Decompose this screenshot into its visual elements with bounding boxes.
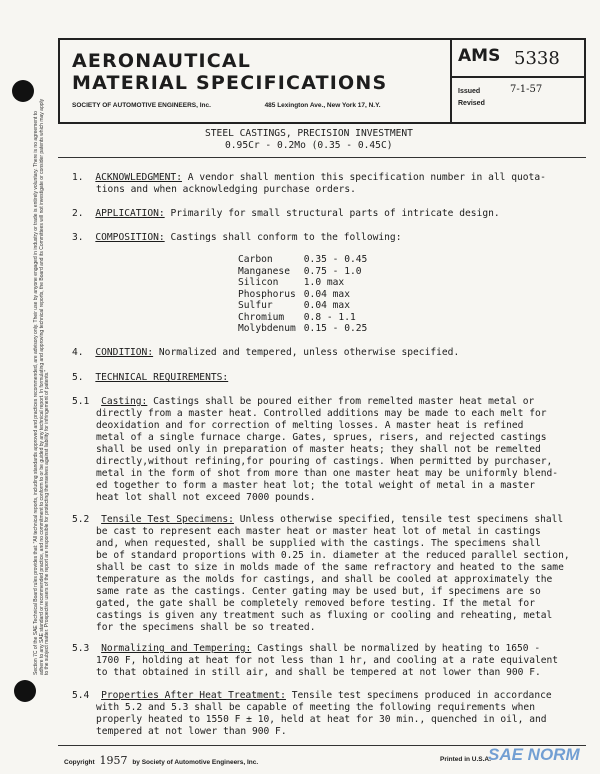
section-5-4-line: tempered at not lower than 900 F. — [96, 726, 287, 737]
section-5-2-line: Unless otherwise specified, tensile test specimens shall — [239, 514, 564, 525]
section-5-4-head: Properties After Heat Treatment: — [101, 690, 286, 701]
composition-range: 1.0 max — [303, 277, 345, 288]
section-1-line1: A vendor shall mention this specification number in all quota- — [187, 172, 546, 183]
society-line — [72, 102, 381, 109]
section-5-1-line: Castings shall be poured either from remelted master heat metal or — [153, 396, 535, 407]
section-5 — [72, 372, 228, 384]
section-5-4-line: Tensile test specimens produced in accordance — [291, 690, 552, 701]
section-5-2-line: be of standard proportions with 0.25 in. diameter at the reduced parallel section, — [96, 550, 570, 561]
section-5-1 — [72, 396, 534, 408]
composition-element: Silicon — [238, 277, 279, 288]
table-row — [238, 300, 375, 312]
section-5-1-line: heat lot shall not exceed 7000 pounds. — [96, 492, 316, 503]
section-5-2-num: 5.2 — [72, 514, 90, 525]
section-5-2-line: same rate as the castings. Center gating may be used but, if specimens are so — [96, 586, 541, 597]
header-title-area — [60, 40, 452, 122]
header-block — [58, 38, 586, 124]
composition-element: Phosphorus — [238, 288, 296, 300]
section-5-3-line: 1700 F, holding at heat for not less than 1 hr, and cooling at a rate equivalent — [96, 655, 559, 666]
table-row — [238, 312, 375, 324]
section-5-1-line: deoxidation and for correction of melting losses. A master heat is refined — [96, 420, 524, 431]
table-row — [238, 254, 375, 266]
title-separator — [58, 157, 586, 158]
doc-title-line2: 0.95Cr - 0.2Mo (0.35 - 0.45C) — [225, 140, 393, 151]
composition-range: 0.35 - 0.45 — [303, 254, 368, 265]
issued-label: Issued — [458, 88, 481, 95]
section-2-num: 2. — [72, 208, 84, 219]
section-5-3-line: to that obtained in still air, and shall be tempered at not lower than 900 F. — [96, 667, 541, 678]
ams-divider — [452, 76, 584, 78]
society-address: 485 Lexington Ave., New York 17, N.Y. — [264, 102, 381, 109]
section-5-2-line: and, when requested, shall be supplied with the castings. The specimens shall — [96, 538, 541, 549]
section-5-4-num: 5.4 — [72, 690, 90, 701]
header-title-line2: MATERIAL SPECIFICATIONS — [72, 72, 388, 94]
section-3-head: COMPOSITION: — [95, 232, 165, 243]
table-row — [238, 266, 375, 278]
section-4-num: 4. — [72, 347, 84, 358]
composition-range: 0.15 - 0.25 — [303, 323, 368, 334]
section-5-2-line: be cast to represent each master heat or master heat lot of metal in castings — [96, 526, 541, 537]
section-3 — [72, 232, 401, 244]
composition-element: Sulfur — [238, 300, 273, 311]
section-5-num: 5. — [72, 372, 84, 383]
society-name: SOCIETY OF AUTOMOTIVE ENGINEERS, Inc. — [72, 102, 211, 109]
section-4-head: CONDITION: — [95, 347, 154, 358]
section-5-4-line: with 5.2 and 5.3 shall be capable of meeting the following requirements when — [96, 702, 535, 713]
section-5-4 — [72, 690, 552, 702]
composition-range: 0.04 max — [303, 288, 350, 300]
copyright-label: Copyright — [64, 759, 95, 766]
composition-table — [238, 254, 375, 335]
section-5-4-body — [96, 702, 547, 738]
side-legal-text: Section 7C of the SAE Technical Board rules provides that: "All technical reports, including standards approved and practices recommended, are advisory only. Their use by anyone engaged in industry or trade is entirely voluntary. There is no agreement to adhere to any SAE standard or recommended practice, and no commitment to conform to or be guided by any technical report. In formulating and approving technical reports, the Board and its Committees will not investigate or consider patents which may apply to the subject matter. Prospective users of the report are responsible for protecting themselves against liability for infringement of patents." — [33, 98, 50, 675]
section-1 — [72, 172, 546, 184]
section-5-3 — [72, 643, 540, 655]
section-5-2-line: gated, the gate shall be completely removed before testing. If the metal for — [96, 598, 535, 609]
section-5-2-head: Tensile Test Specimens: — [101, 514, 234, 525]
footer-copyright — [64, 754, 258, 767]
section-5-3-head: Normalizing and Tempering: — [101, 643, 252, 654]
header-title-line1: AERONAUTICAL — [72, 50, 252, 72]
footer-printed: Printed in U.S.A. — [440, 756, 491, 763]
section-5-1-head: Casting: — [101, 396, 148, 407]
section-3-line1: Castings shall conform to the following: — [170, 232, 402, 243]
composition-range: 0.75 - 1.0 — [303, 265, 362, 277]
composition-range: 0.04 max — [303, 300, 350, 311]
section-1-line2: tions and when acknowledging purchase orders. — [96, 184, 356, 195]
section-5-2-line: shall be cast to size in molds made of the same refractory and heated to the same — [96, 562, 564, 573]
section-4-line1: Normalized and tempered, unless otherwise specified. — [158, 347, 460, 358]
section-5-2 — [72, 514, 563, 526]
ams-box — [452, 40, 584, 122]
composition-range: 0.8 - 1.1 — [303, 311, 356, 323]
section-4 — [72, 347, 459, 359]
section-3-num: 3. — [72, 232, 84, 243]
ams-number: 5338 — [514, 48, 560, 69]
section-5-3-line: Castings shall be normalized by heating to 1650 - — [257, 643, 541, 654]
section-5-1-num: 5.1 — [72, 396, 90, 407]
section-5-1-line: metal in the form of shot from more than one master heat may be uniformly blend- — [96, 468, 559, 479]
section-5-1-line: directly from a master heat. Controlled additions may be made to each melt for — [96, 408, 547, 419]
section-2 — [72, 208, 500, 220]
section-5-3-body — [96, 655, 558, 679]
section-5-2-line: for the specimens shall be so treated. — [96, 622, 316, 633]
section-5-1-line: shall be used only in preparation of master heats; they shall not be remelted — [96, 444, 541, 455]
section-5-2-line: castings is given any treatment such as fluxing or cooling and reheating, metal — [96, 610, 553, 621]
section-5-1-body — [96, 408, 558, 504]
copyright-year: 1957 — [99, 754, 128, 767]
copyright-owner: by Society of Automotive Engineers, Inc. — [132, 759, 259, 766]
section-1-num: 1. — [72, 172, 84, 183]
sae-norm-watermark: SAE NORM — [488, 745, 580, 764]
composition-element: Chromium — [238, 311, 285, 323]
section-5-3-num: 5.3 — [72, 643, 90, 654]
issued-date: 7-1-57 — [510, 84, 543, 95]
section-5-1-line: directly,without refining,for pouring of castings. When permitted by purchaser, — [96, 456, 553, 467]
revised-label: Revised — [458, 100, 485, 107]
doc-title-line1: STEEL CASTINGS, PRECISION INVESTMENT — [205, 128, 413, 139]
composition-element: Carbon — [238, 254, 273, 265]
section-5-head: TECHNICAL REQUIREMENTS: — [95, 372, 229, 383]
section-2-head: APPLICATION: — [95, 208, 165, 219]
binder-hole-bottom — [14, 680, 36, 702]
section-5-1-line: metal of a single furnace charge. Gates, sprues, risers, and rejected castings — [96, 432, 547, 443]
table-row — [238, 289, 375, 301]
ams-label: AMS — [458, 46, 501, 66]
section-5-4-line: properly heated to 1550 F ± 10, held at heat for 30 min., quenched in oil, and — [96, 714, 547, 725]
section-2-line1: Primarily for small structural parts of intricate design. — [170, 208, 500, 219]
composition-element: Manganese — [238, 265, 290, 277]
section-5-2-body — [96, 526, 570, 634]
composition-element: Molybdenum — [238, 323, 296, 334]
side-legal-note — [22, 95, 50, 675]
section-5-1-line: ed together to form a master heat lot; the total weight of metal in a master — [96, 480, 535, 491]
table-row — [238, 277, 375, 289]
section-5-2-line: temperature as the molds for castings, and shall be cooled at approximately the — [96, 574, 553, 585]
table-row — [238, 323, 375, 335]
section-1-head: ACKNOWLEDGMENT: — [95, 172, 182, 183]
